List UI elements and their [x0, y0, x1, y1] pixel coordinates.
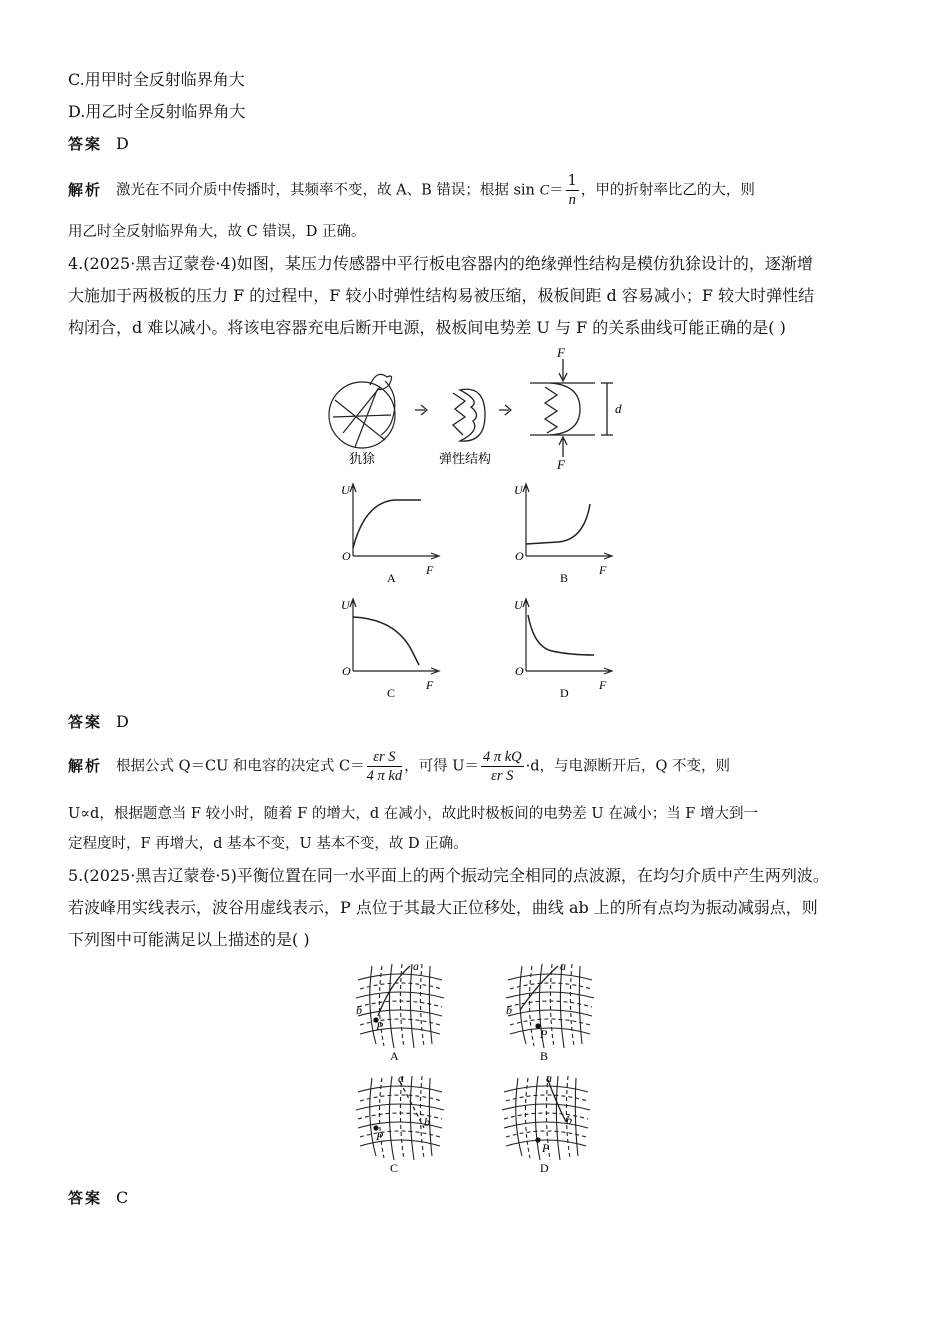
y-axis-label: U [341, 483, 350, 497]
fraction-denominator: εr S [491, 768, 514, 784]
curve-ab [378, 966, 410, 1016]
fraction-numerator: εr S [367, 748, 402, 767]
fraction-1-over-n [566, 172, 579, 209]
origin-label: O [342, 664, 351, 678]
x-axis-label: F [426, 563, 434, 577]
graph-label: C [387, 686, 396, 700]
x-axis [353, 553, 439, 559]
q4-stem-line3: 构闭合，d 难以减小。将该电容器充电后断开电源，极板间电势差 U 与 F 的关系曲线可能正确的是( ) [68, 318, 786, 337]
answer-value: C [116, 1188, 129, 1207]
label-a: a [413, 959, 419, 973]
answer-label: 答案 [68, 713, 103, 731]
analysis-text-c: ·d，与电源断开后，Q 不变，则 [525, 758, 730, 775]
label-a: a [560, 959, 566, 973]
q5-panel-c [350, 1070, 450, 1176]
force-label-top: F [557, 345, 565, 360]
q4-graph-b [508, 480, 618, 590]
origin-label: O [515, 549, 524, 563]
fraction-voltage [481, 748, 524, 785]
label-p: P [540, 1027, 548, 1041]
x-axis-label: F [426, 678, 434, 692]
analysis-label: 解析 [68, 180, 103, 199]
graph-label: B [560, 571, 569, 585]
q3-analysis-line2: 用乙时全反射临界角大，故 C 错误，D 正确。 [68, 224, 366, 240]
origin-label: O [342, 549, 351, 563]
origin-label: O [515, 664, 524, 678]
x-axis-label: F [599, 563, 607, 577]
arrow-1-icon [415, 405, 427, 415]
fraction-numerator: 4 π kQ [482, 749, 522, 765]
q5-panel-b [500, 958, 600, 1064]
label-p: P [376, 1019, 384, 1033]
armadillo-drawing [329, 374, 395, 448]
q4-graph-d [508, 595, 618, 705]
q5-stem-line2: 若波峰用实线表示，波谷用虚线表示，P 点位于其最大正位移处，曲线 ab 上的所有点均为振动减弱点，则 [68, 898, 818, 917]
analysis-text-1: 激光在不同介质中传播时，其频率不变，故 A、B 错误；根据 sin [116, 182, 535, 199]
label-b: b [424, 1115, 430, 1129]
q4-analysis-line2: U∝d，根据题意当 F 较小时，随着 F 的增大，d 在减小，故此时极板间的电势差 U 在减小；当 F 增大到一 [68, 806, 758, 822]
label-a: a [546, 1071, 552, 1085]
q4-stem-line1: 4.(2025·黑吉辽蒙卷·4)如图，某压力传感器中平行板电容器内的绝缘弹性结构是模仿犰狳设计的，逐渐增 [68, 254, 813, 273]
q3-analysis [68, 172, 755, 209]
capacitor-drawing [530, 359, 613, 457]
panel-label: B [540, 1049, 549, 1063]
analysis-text-b: ，可得 U＝ [404, 758, 479, 775]
q4-answer [68, 712, 129, 732]
analysis-eq: ＝ [549, 182, 564, 199]
y-axis-label: U [341, 598, 350, 612]
answer-value: D [116, 134, 129, 153]
q4-analysis [68, 748, 730, 785]
force-label-bottom: F [557, 457, 565, 472]
fraction-numerator: 1 [567, 173, 577, 189]
armadillo-label: 犰狳 [349, 452, 376, 467]
fraction-denominator: n [568, 192, 576, 208]
q4-graph-c [335, 595, 445, 705]
analysis-var-c: C [539, 182, 550, 199]
graph-label: D [560, 686, 569, 700]
y-axis-label: U [514, 598, 523, 612]
fraction-capacitance [367, 748, 402, 785]
q5-panel-d [496, 1070, 596, 1176]
q3-answer [68, 134, 129, 154]
point-p [535, 1137, 540, 1142]
analysis-text-2: ，甲的折射率比乙的大，则 [580, 182, 755, 199]
y-axis-label: U [514, 483, 523, 497]
answer-label: 答案 [68, 135, 103, 153]
answer-label: 答案 [68, 1189, 103, 1207]
q4-graph-a [335, 480, 445, 590]
elastic-structure-drawing [453, 389, 485, 441]
q4-sensor-figure [325, 345, 625, 475]
label-a: a [398, 1071, 404, 1085]
arrow-2-icon [499, 405, 511, 415]
q4-stem-line2: 大施加于两极板的压力 F 的过程中，F 较小时弹性结构易被压缩，极板间距 d 容易减小；F 较大时弹性结 [68, 286, 815, 305]
option-d: D.用乙时全反射临界角大 [68, 102, 246, 121]
curve [353, 500, 421, 548]
label-b: b [506, 1003, 512, 1017]
option-c: C.用甲时全反射临界角大 [68, 70, 245, 89]
q4-analysis-line3: 定程度时，F 再增大，d 基本不变，U 基本不变，故 D 正确。 [68, 836, 468, 852]
label-p: P [542, 1141, 550, 1155]
label-p: P [376, 1129, 384, 1143]
panel-label: A [390, 1049, 399, 1063]
q5-stem-line3: 下列图中可能满足以上描述的是( ) [68, 930, 310, 949]
q5-panel-a [350, 958, 450, 1064]
q5-stem-line1: 5.(2025·黑吉辽蒙卷·5)平衡位置在同一水平面上的两个振动完全相同的点波源，在均匀介质中产生两列波。 [68, 866, 829, 885]
graph-label: A [387, 571, 396, 585]
panel-label: D [540, 1161, 549, 1175]
analysis-text-a: 根据公式 Q＝CU 和电容的决定式 C＝ [116, 758, 365, 775]
fraction-denominator: 4 π kd [366, 768, 403, 784]
q5-answer [68, 1188, 128, 1208]
x-axis-label: F [599, 678, 607, 692]
distance-label: d [615, 401, 622, 416]
answer-value: D [116, 712, 129, 731]
label-b: b [566, 1113, 572, 1127]
elastic-label: 弹性结构 [439, 452, 492, 467]
label-b: b [356, 1003, 362, 1017]
panel-label: C [390, 1161, 399, 1175]
analysis-label: 解析 [68, 756, 103, 775]
